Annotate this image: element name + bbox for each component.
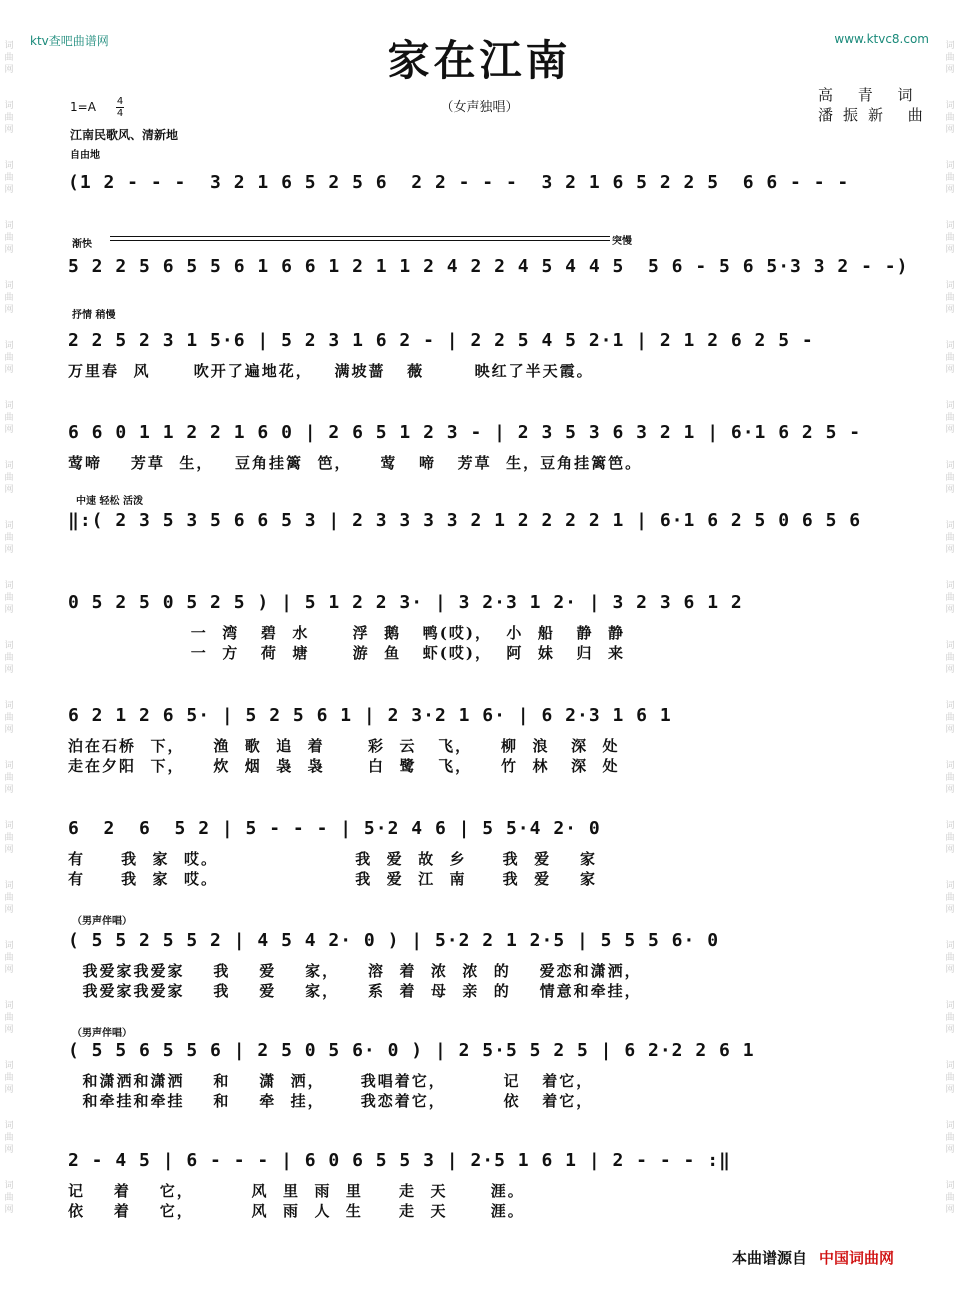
- tempo-intro: 自由地: [70, 150, 100, 161]
- notation: 2 - 4 5 | 6 - - - | 6 0 6 5 5 3 | 2·5 1 6 1 | 2 - - - :‖: [68, 1150, 731, 1171]
- lyric-line: 和牵挂和牵挂 和 牵 挂， 我恋着它， 依 着它，: [68, 1092, 594, 1110]
- lyric-line: 万里春 风 吹开了遍地花， 满坡蔷 薇 映红了半天霞。: [68, 362, 594, 380]
- lyric-line: 我爱家我爱家 我 爱 家， 系 着 母 亲 的 情意和牵挂，: [68, 982, 642, 1000]
- tempo-sudden-slow: 突慢: [612, 236, 632, 247]
- notation: ‖:( 2 3 5 3 5 6 6 5 3 | 2 3 3 3 3 2 1 2 2 2 2 1 | 6·1 6 2 5 0 6 5 6: [68, 510, 862, 531]
- notation: 5 2 2 5 6 5 5 6 1 6 6 1 2 1 1 2 4 2 2 4 5 4 4 5 5 6 - 5 6 5·3 3 2 - -): [68, 256, 909, 277]
- side-watermark-right: 词 曲 网 词 曲 网 词 曲 网 词 曲 网 词 曲 网 词 曲 网 词 曲 网 词 曲 网 词 曲 网 词 曲 网 词 曲 网 词 曲 网 词 曲 网 词 曲 网 词 曲 网 词 曲 网 词 曲 网 词 曲 网 词 曲 网 词 曲 网: [945, 41, 955, 1215]
- watermark-top-left: ktv查吧曲谱网: [30, 34, 109, 48]
- tempo-accel: 渐快: [72, 239, 92, 250]
- accel-line: [110, 236, 610, 237]
- lyric-line: 和潇洒和潇洒 和 潇 洒， 我唱着它， 记 着它，: [68, 1072, 594, 1090]
- source-prefix: 本曲谱源自: [732, 1249, 808, 1267]
- notation: 2 2 5 2 3 1 5·6 | 5 2 3 1 6 2 - | 2 2 5 4 5 2·1 | 2 1 2 6 2 5 -: [68, 330, 814, 351]
- lyric-line: 走在夕阳 下， 炊 烟 袅 袅 白 鹭 飞， 竹 林 深 处: [68, 757, 620, 775]
- male-echo-1: （男声伴唱）: [72, 916, 132, 927]
- source-credit: [732, 1247, 894, 1268]
- lyric-line: 有 我 家 哎。 我 爱 故 乡 我 爱 家: [68, 850, 597, 868]
- notation: 6 6 0 1 1 2 2 1 6 0 | 2 6 5 1 2 3 - | 2 3 5 3 6 3 2 1 | 6·1 6 2 5 -: [68, 422, 862, 443]
- notation: 0 5 2 5 0 5 2 5 ) | 5 1 2 2 3· | 3 2·3 1 2· | 3 2 3 6 1 2: [68, 592, 743, 613]
- style-marking: 江南民歌风、清新地: [70, 128, 179, 142]
- lyric-line: 记 着 它， 风 里 雨 里 走 天 涯。: [68, 1182, 525, 1200]
- side-watermark-left: 词 曲 网 词 曲 网 词 曲 网 词 曲 网 词 曲 网 词 曲 网 词 曲 网 词 曲 网 词 曲 网 词 曲 网 词 曲 网 词 曲 网 词 曲 网 词 曲 网 词 曲 网 词 曲 网 词 曲 网 词 曲 网 词 曲 网 词 曲 网: [4, 41, 14, 1215]
- tempo-lyrical: 抒情 稍慢: [72, 310, 116, 321]
- lyric-line: 泊在石桥 下， 渔 歌 追 着 彩 云 飞， 柳 浪 深 处: [68, 737, 620, 755]
- tempo-moderate: 中速 轻松 活泼: [76, 496, 143, 507]
- lyric-line: 一 湾 碧 水 浮 鹅 鸭(哎)， 小 船 静 静: [68, 624, 625, 642]
- lyric-line: 我爱家我爱家 我 爱 家， 溶 着 浓 浓 的 爱恋和潇洒，: [68, 962, 642, 980]
- key-signature: 1=A: [70, 100, 96, 114]
- lyricist: 高 青 词: [818, 86, 923, 104]
- lyric-line: 一 方 荷 塘 游 鱼 虾(哎)， 阿 妹 归 来: [68, 644, 625, 662]
- notation: (1 2 - - - 3 2 1 6 5 2 5 6 2 2 - - - 3 2 1 6 5 2 2 5 6 6 - - -: [68, 172, 850, 193]
- lyric-line: 有 我 家 哎。 我 爱 江 南 我 爱 家: [68, 870, 597, 888]
- watermark-top-right: www.ktvc8.com: [834, 32, 929, 46]
- song-subtitle: （女声独唱）: [440, 100, 519, 115]
- accel-line-2: [110, 240, 610, 241]
- source-name: 中国词曲网: [819, 1249, 895, 1267]
- song-title: 家在江南: [387, 36, 572, 85]
- time-signature: 4 4: [116, 96, 124, 119]
- notation: 6 2 6 5 2 | 5 - - - | 5·2 4 6 | 5 5·4 2· 0: [68, 818, 601, 839]
- notation: ( 5 5 2 5 5 2 | 4 5 4 2· 0 ) | 5·2 2 1 2·5 | 5 5 5 6· 0: [68, 930, 720, 951]
- male-echo-2: （男声伴唱）: [72, 1028, 132, 1039]
- lyric-line: 莺啼 芳草 生， 豆角挂篱 笆， 莺 啼 芳草 生，豆角挂篱笆。: [68, 454, 643, 472]
- notation: ( 5 5 6 5 5 6 | 2 5 0 5 6· 0 ) | 2 5·5 5 2 5 | 6 2·2 2 6 1: [68, 1040, 755, 1061]
- lyric-line: 依 着 它， 风 雨 人 生 走 天 涯。: [68, 1202, 525, 1220]
- composer: 潘振新 曲: [818, 106, 933, 124]
- notation: 6 2 1 2 6 5· | 5 2 5 6 1 | 2 3·2 1 6· | 6 2·3 1 6 1: [68, 705, 672, 726]
